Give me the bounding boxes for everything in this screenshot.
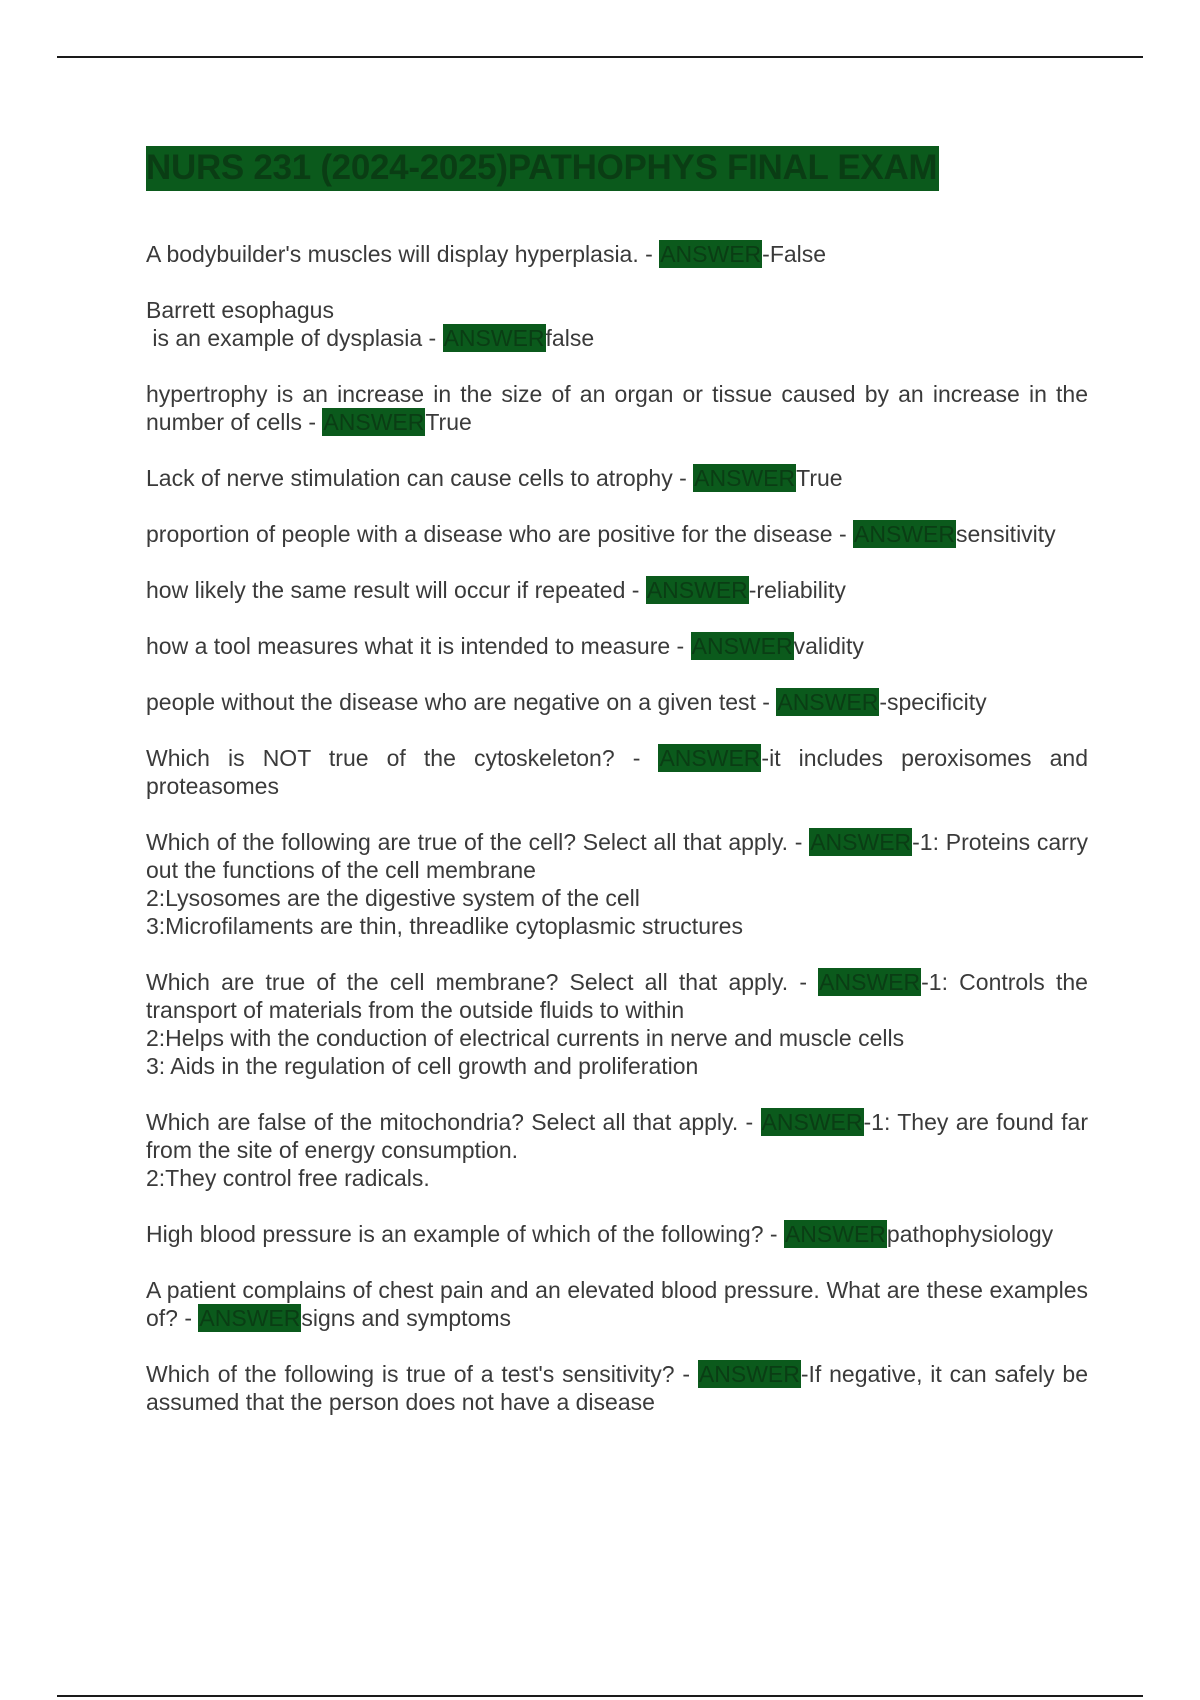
answer-text: -1: They are found far from the site of energy consumption. [146, 1109, 1088, 1163]
qa-list [146, 240, 1088, 1444]
question-text: proportion of people with a disease who are positive for the disease - [146, 521, 854, 547]
question-text: Which of the following are true of the cell? Select all that apply. - [146, 829, 810, 855]
question-text: High blood pressure is an example of which of the following? - [146, 1221, 784, 1247]
qa-item [146, 968, 1088, 1080]
qa-item [146, 828, 1088, 940]
qa-item [146, 744, 1088, 800]
answer-line: 2:Helps with the conduction of electrical currents in nerve and muscle cells [146, 1025, 905, 1051]
answer-tag: ANSWER [199, 1305, 301, 1331]
answer-tag: ANSWER [660, 241, 762, 267]
answer-tag: ANSWER [761, 1109, 863, 1135]
question-text: Which is NOT true of the cytoskeleton? - [146, 745, 659, 771]
answer-line: 2:Lysosomes are the digestive system of the cell [146, 885, 640, 911]
qa-item [146, 1220, 1088, 1248]
qa-item [146, 1276, 1088, 1332]
question-text: Which are true of the cell membrane? Select all that apply. - [146, 969, 819, 995]
question-text: how likely the same result will occur if repeated - [146, 577, 646, 603]
answer-tag: ANSWER [698, 1361, 800, 1387]
answer-tag: ANSWER [323, 409, 425, 435]
bottom-rule [57, 1695, 1143, 1697]
answer-tag: ANSWER [810, 829, 912, 855]
answer-text: -it includes peroxisomes and proteasomes [146, 745, 1088, 799]
question-text: Which of the following is true of a test's sensitivity? - [146, 1361, 698, 1387]
answer-text: -reliability [748, 577, 846, 603]
answer-tag: ANSWER [784, 1221, 886, 1247]
qa-item [146, 1360, 1088, 1416]
answer-text: True [796, 465, 843, 491]
question-text: A patient complains of chest pain and an elevated blood pressure. What are these examples of? - [146, 1277, 1088, 1331]
qa-item [146, 1108, 1088, 1192]
answer-text: -specificity [879, 689, 987, 715]
exam-title: NURS 231 (2024-2025)PATHOPHYS FINAL EXAM [146, 146, 939, 191]
answer-line: 2:They control free radicals. [146, 1165, 430, 1191]
question-text: is an example of dysplasia - [146, 325, 443, 351]
answer-text: -1: Controls the transport of materials from the outside fluids to within [146, 969, 1088, 1023]
qa-item [146, 296, 1088, 352]
answer-tag: ANSWER [691, 633, 793, 659]
qa-item [146, 240, 1088, 268]
answer-text: True [425, 409, 472, 435]
qa-item [146, 576, 1088, 604]
answer-tag: ANSWER [694, 465, 796, 491]
answer-tag: ANSWER [854, 521, 955, 547]
question-text: people without the disease who are negative on a given test - [146, 689, 777, 715]
top-rule [57, 56, 1143, 58]
answer-text: -If negative, it can safely be assumed that the person does not have a disease [146, 1361, 1088, 1415]
qa-item [146, 688, 1088, 716]
question-text: Lack of nerve stimulation can cause cells to atrophy - [146, 465, 694, 491]
answer-text: signs and symptoms [301, 1305, 512, 1331]
answer-text: -1: Proteins carry out the functions of the cell membrane [146, 829, 1088, 883]
question-text: A bodybuilder's muscles will display hyperplasia. - [146, 241, 660, 267]
answer-tag: ANSWER [443, 325, 545, 351]
qa-item [146, 464, 1088, 492]
answer-line: 3: Aids in the regulation of cell growth and proliferation [146, 1053, 699, 1079]
qa-item [146, 380, 1088, 436]
answer-tag: ANSWER [777, 689, 879, 715]
question-text: how a tool measures what it is intended to measure - [146, 633, 691, 659]
answer-text: false [545, 325, 595, 351]
question-text: Which are false of the mitochondria? Select all that apply. - [146, 1109, 761, 1135]
question-text: Barrett esophagus [146, 297, 334, 323]
qa-item [146, 632, 1088, 660]
answer-tag: ANSWER [659, 745, 761, 771]
answer-text: False [769, 241, 827, 267]
answer-text: pathophysiology [886, 1221, 1054, 1247]
answer-line: 3:Microfilaments are thin, threadlike cytoplasmic structures [146, 913, 743, 939]
answer-tag: ANSWER [646, 577, 748, 603]
qa-item [146, 520, 1088, 548]
answer-text: validity [793, 633, 864, 659]
answer-prefix: - [762, 241, 770, 267]
answer-tag: ANSWER [819, 969, 921, 995]
answer-text: sensitivity [955, 521, 1056, 547]
question-text: hypertrophy is an increase in the size of an organ or tissue caused by an increase in the number of cells - [146, 381, 1088, 435]
